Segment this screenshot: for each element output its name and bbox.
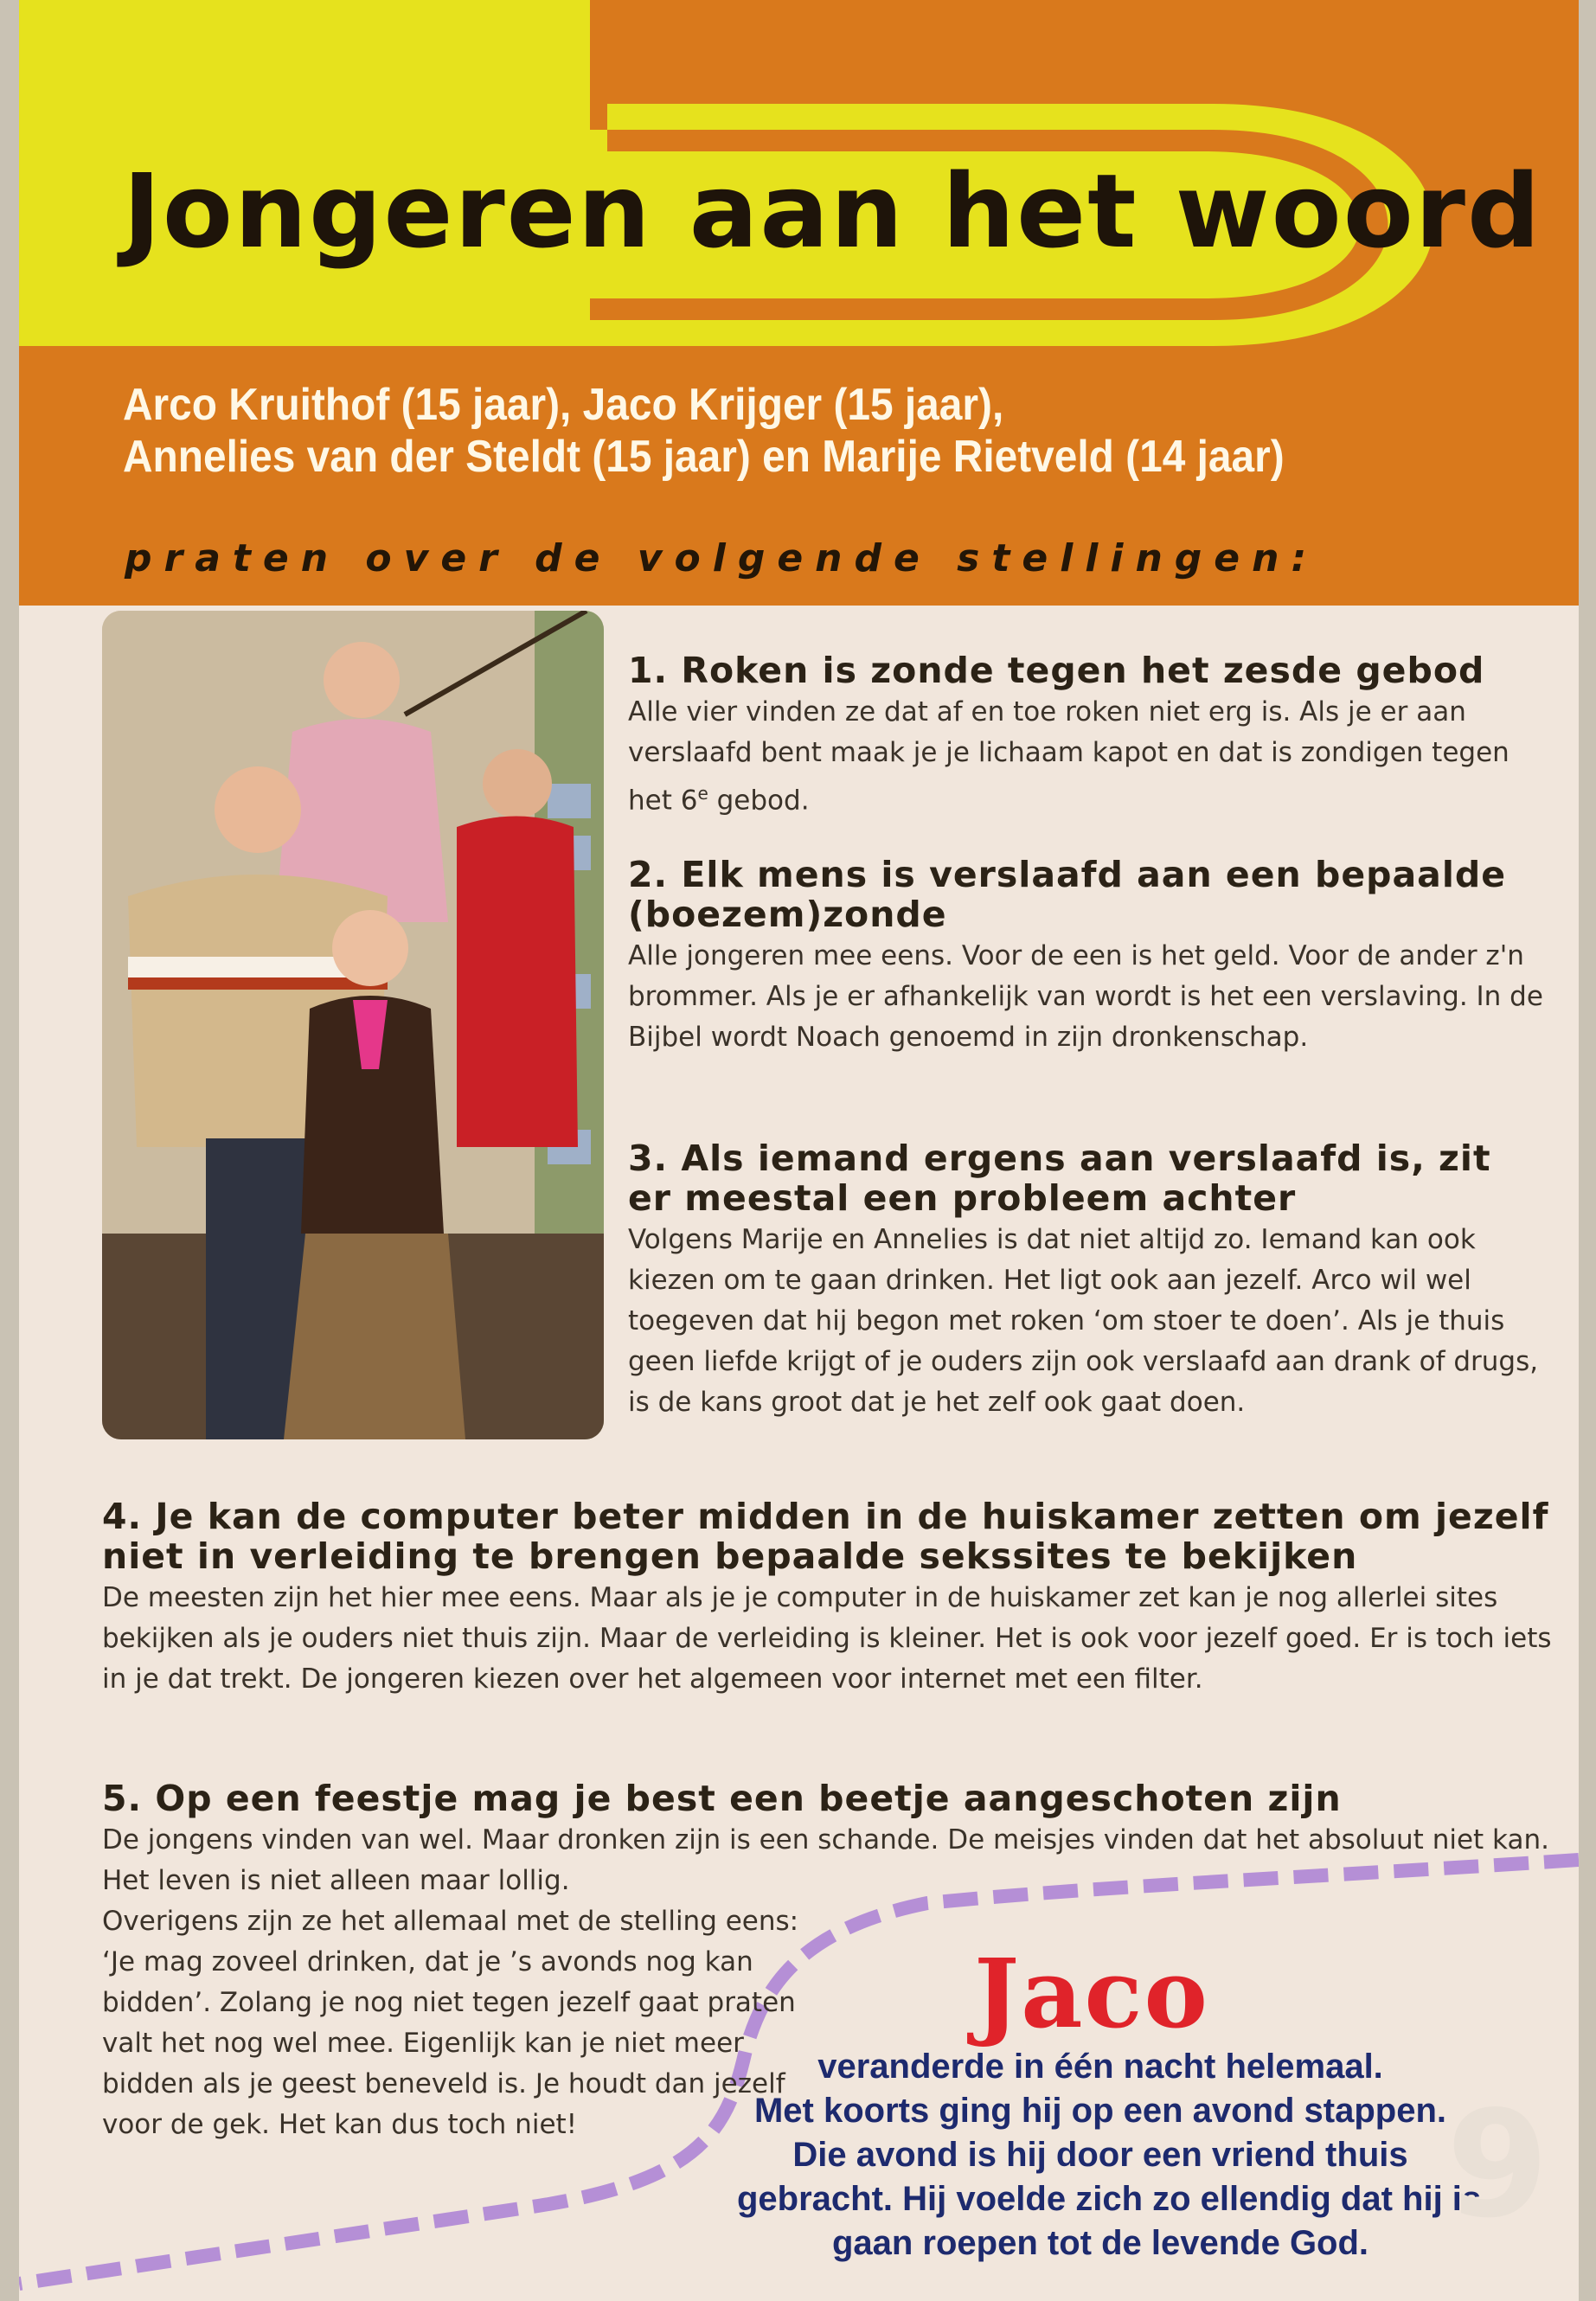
jaco-line-4: gebracht. Hij voelde zich zo ellendig dat hij is <box>737 2180 1482 2218</box>
jaco-line-2: Met koorts ging hij op een avond stappen. <box>753 2092 1447 2130</box>
statement-1 <box>628 651 1545 821</box>
statement-4-body: De meesten zijn het hier mee eens. Maar als je je computer in de huiskamer zet kan je nog allerlei sites bekijken als je ouders niet thuis zijn. Maar de verleiding is kleiner. Het is ook voor jezelf goed. Er is toch iets in je dat trekt. De jongeren kiezen over het algemeen voor internet met een filter. <box>102 1582 1552 1695</box>
statement-5-body-continued: Overigens zijn ze het allemaal met de stelling eens: ‘Je mag zoveel drinken, dat je ’s avonds nog kan bidden’. Zolang je nog niet tegen jezelf gaat praten valt het nog wel mee. Eigenlijk kan je niet meer bidden als je geest beneveld is. Je houdt dan jezelf voor de gek. Het kan dus toch niet! <box>102 1906 799 2140</box>
names-line-2: Annelies van der Steldt (15 jaar) en Marije Rietveld (14 jaar) <box>123 432 1285 482</box>
jaco-text <box>737 2045 1482 2266</box>
group-photo-illustration <box>102 611 604 1439</box>
statement-1-heading: 1. Roken is zonde tegen het zesde gebod <box>628 650 1485 691</box>
subtitle: praten over de volgende stellingen: <box>125 536 1319 580</box>
group-photo <box>102 611 604 1439</box>
statement-3-heading: 3. Als iemand ergens aan verslaafd is, zit er meestal een probleem achter <box>628 1138 1491 1219</box>
names-line-1: Arco Kruithof (15 jaar), Jaco Krijger (15 jaar), <box>123 380 1004 430</box>
statement-3 <box>628 1138 1545 1423</box>
statement-2-heading: 2. Elk mens is verslaafd aan een bepaalde (boezem)zonde <box>628 854 1507 935</box>
jaco-title: Jaco <box>974 1938 1209 2049</box>
statement-2-body: Alle jongeren mee eens. Voor de een is het geld. Voor de ander z'n brommer. Als je er afhankelijk van wordt is het een verslaving. In de Bijbel wordt Noach genoemd in zijn dronkenschap. <box>628 940 1543 1053</box>
statement-1-superscript: e <box>697 783 708 804</box>
statement-5-heading: 5. Op een feestje mag je best een beetje aangeschoten zijn <box>102 1778 1342 1819</box>
statement-1-body <box>628 692 1545 821</box>
page-title: Jongeren aan het woord <box>123 151 1542 271</box>
statement-3-body: Volgens Marije en Annelies is dat niet altijd zo. Iemand kan ook kiezen om te gaan drinken. Het ligt ook aan jezelf. Arco wil wel toegeven dat hij begon met roken ‘om stoer te doen’. Als je thuis geen liefde krijgt of je ouders zijn ook verslaafd aan drank of drugs, is de kans groot dat je het zelf ook gaat doen. <box>628 1224 1539 1418</box>
statement-1-body-end: gebod. <box>708 785 810 817</box>
magazine-page <box>19 0 1579 2301</box>
statement-4 <box>102 1497 1564 1700</box>
jaco-line-5: gaan roepen tot de levende God. <box>831 2224 1369 2262</box>
participants-names <box>123 379 1396 483</box>
jaco-line-1: veranderde in één nacht helemaal. <box>817 2048 1383 2086</box>
statement-5-body: De jongens vinden van wel. Maar dronken zijn is een schande. De meisjes vinden dat het absoluut niet kan. Het leven is niet alleen maar lollig. <box>102 1824 1549 1896</box>
page-number: 9 <box>1446 2080 1549 2251</box>
jaco-line-3: Die avond is hij door een vriend thuis <box>792 2136 1408 2174</box>
statement-1-body-text: Alle vier vinden ze dat af en toe roken niet erg is. Als je er aan verslaafd bent maak je je lichaam kapot en dat is zondigen tegen het 6 <box>628 696 1509 817</box>
statement-4-heading: 4. Je kan de computer beter midden in de huiskamer zetten om jezelf niet in verleiding te brengen bepaalde sekssites te bekijken <box>102 1496 1549 1577</box>
statement-2 <box>628 855 1545 1058</box>
